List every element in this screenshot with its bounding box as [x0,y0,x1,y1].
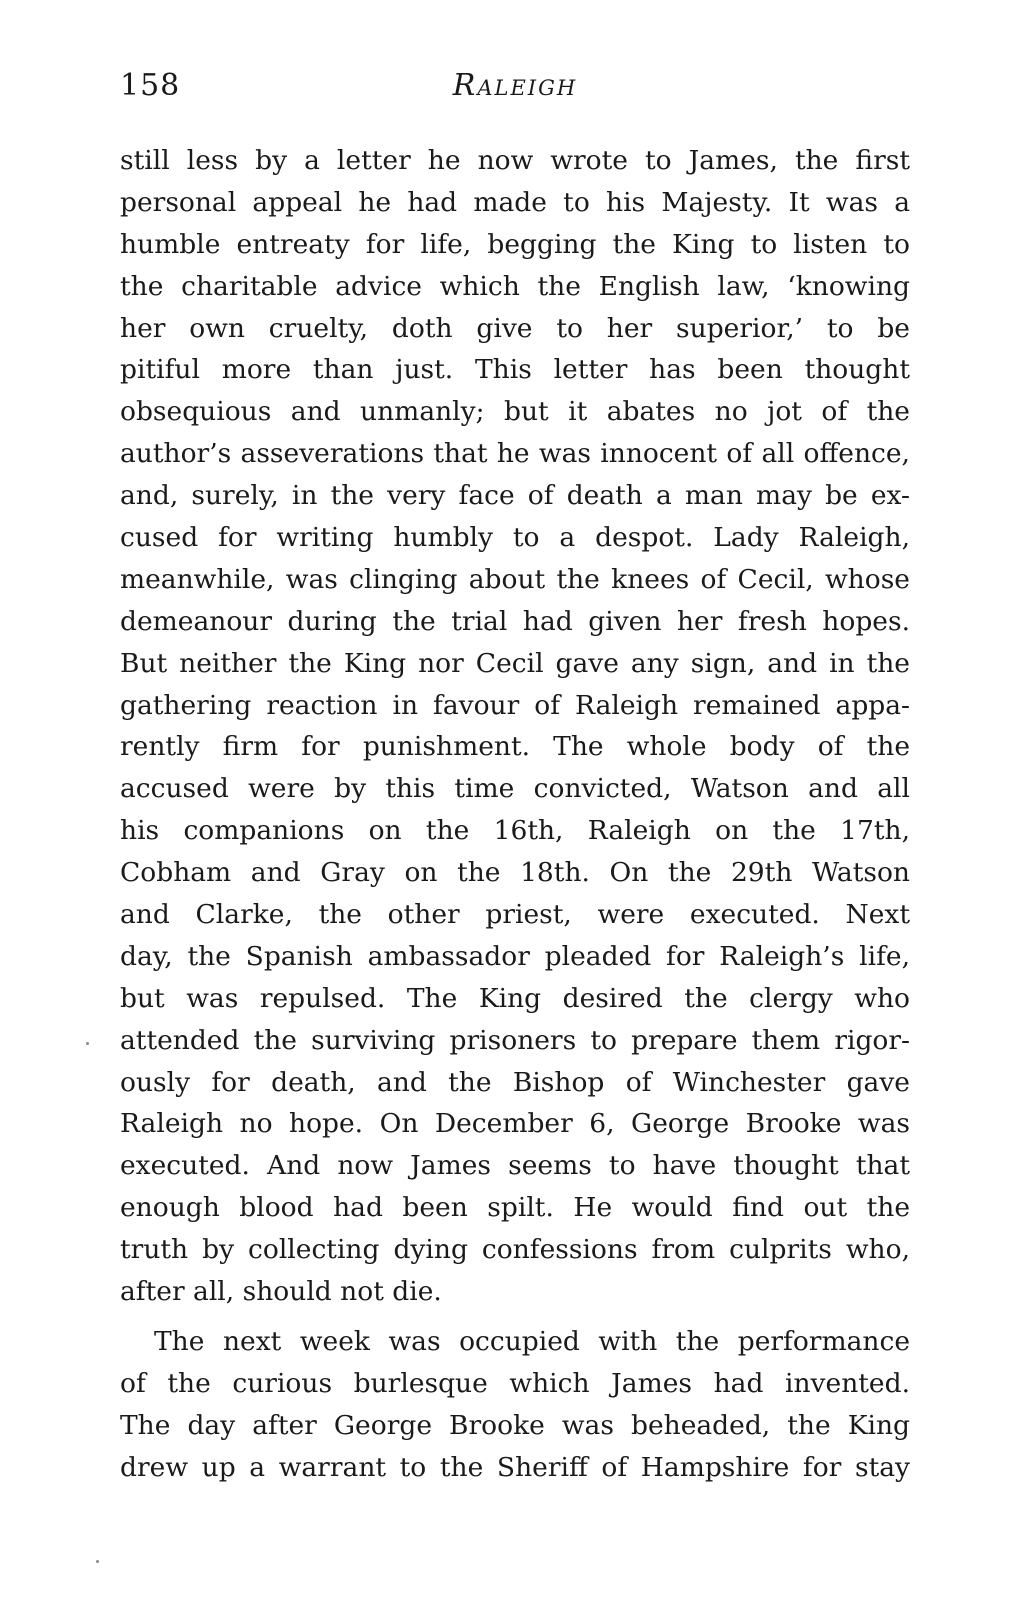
text-line: still less by a letter he now wrote to James, the first [120,145,910,176]
text-line: her own cruelty, doth give to her superior,’ to be [120,312,910,344]
text-line: rently firm for punishment. The whole body of the [120,731,910,763]
text-line: the charitable advice which the English law, ‘knowing [120,270,910,302]
text-line: of the curious burlesque which James had invented. [120,1367,910,1399]
page-number: 158 [120,68,181,103]
text-line: and, surely, in the very face of death a man may be ex- [120,480,910,512]
paragraph-1 [120,140,910,1313]
text-line: executed. And now James seems to have thought that [120,1150,910,1182]
page-header [120,68,910,108]
text-line: demeanour during the trial had given her fresh hopes. [120,605,910,637]
paragraph-gap [120,1313,910,1321]
text-line: pitiful more than just. This letter has been thought [120,354,910,386]
text-line: cused for writing humbly to a despot. Lady Raleigh, [120,522,910,554]
text-line: ously for death, and the Bishop of Winchester gave [120,1066,910,1098]
text-line: after all, should not die. [120,1276,442,1308]
text-line: gathering reaction in favour of Raleigh remained appa- [120,689,910,721]
running-title: Raleigh [452,68,578,103]
text-line: but was repulsed. The King desired the clergy who [120,982,910,1014]
text-line: drew up a warrant to the Sheriff of Hampshire for stay [120,1451,910,1483]
text-line: personal appeal he had made to his Majesty. It was a [120,186,910,218]
paper-speck [96,1560,99,1563]
paper-speck [86,1042,89,1045]
text-line: and Clarke, the other priest, were executed. Next [120,899,910,931]
text-line: day, the Spanish ambassador pleaded for Raleigh’s life, [120,940,910,972]
text-line: Cobham and Gray on the 18th. On the 29th Watson [120,857,910,889]
text-line: But neither the King nor Cecil gave any sign, and in the [120,647,910,679]
text-line: truth by collecting dying confessions from culprits who, [120,1234,910,1266]
text-line: enough blood had been spilt. He would find out the [120,1192,910,1224]
text-line: accused were by this time convicted, Watson and all [120,773,910,805]
text-line: The next week was occupied with the performance [154,1325,910,1357]
text-line: Raleigh no hope. On December 6, George Brooke was [120,1108,910,1140]
text-line: author’s asseverations that he was innocent of all offence, [120,438,910,470]
text-line: obsequious and unmanly; but it abates no jot of the [120,396,910,428]
body-text [120,140,910,1489]
text-line: his companions on the 16th, Raleigh on the 17th, [120,815,910,847]
text-line: humble entreaty for life, begging the King to listen to [120,228,910,260]
paragraph-2 [120,1321,910,1489]
text-line: meanwhile, was clinging about the knees of Cecil, whose [120,563,910,595]
text-line: The day after George Brooke was beheaded, the King [120,1409,910,1441]
text-line: attended the surviving prisoners to prepare them rigor- [120,1024,910,1056]
